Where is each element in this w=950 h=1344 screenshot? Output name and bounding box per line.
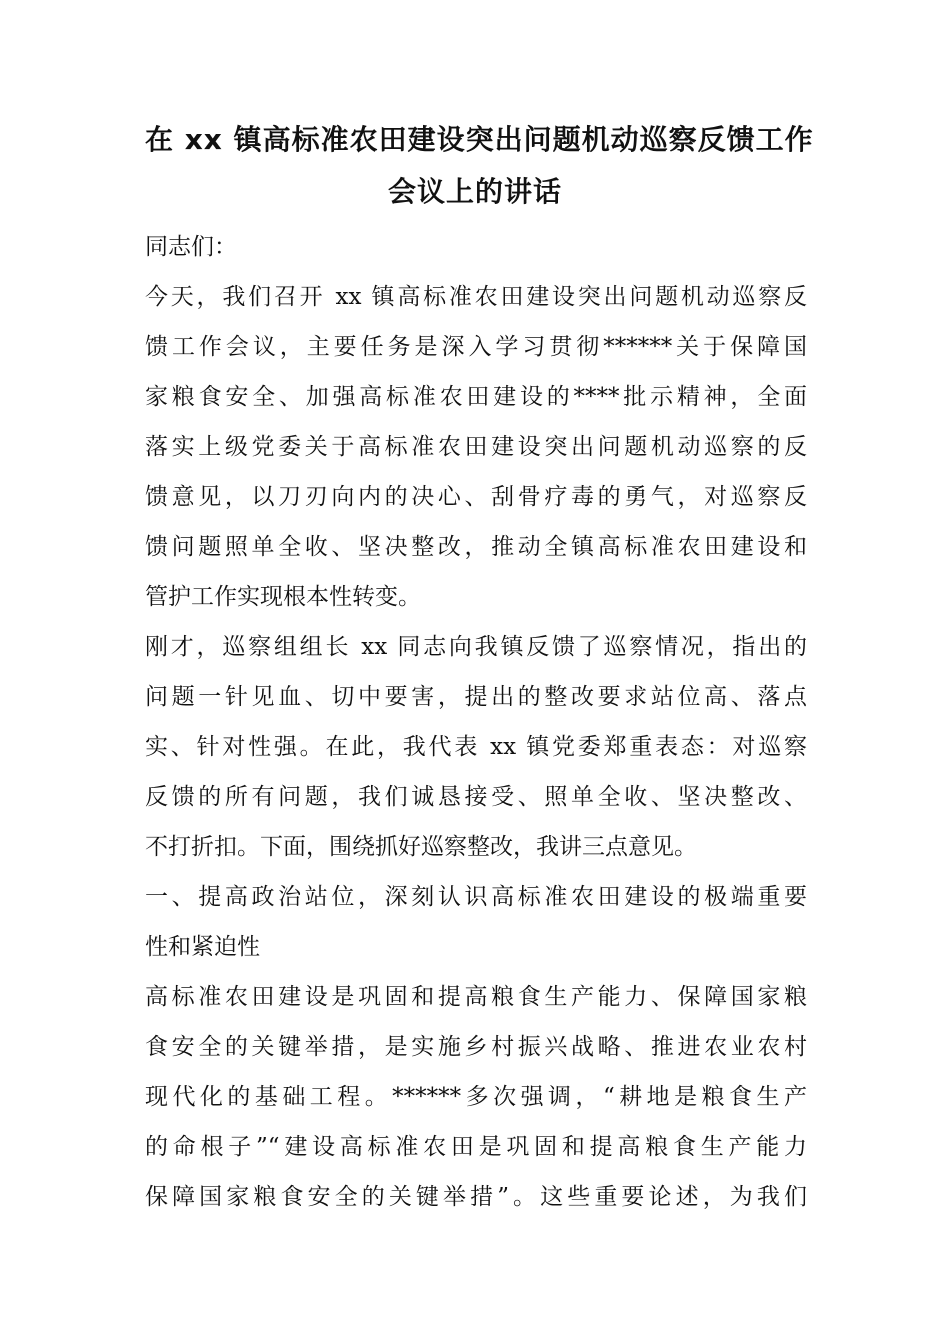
paragraph-line: 落实上级党委关于高标准农田建设突出问题机动巡察的反 — [145, 434, 807, 460]
paragraph-line: 反馈的所有问题，我们诚恳接受、照单全收、坚决整改、 — [145, 784, 807, 810]
paragraph-line: 的命根子”“建设高标准农田是巩固和提高粮食生产能力 — [145, 1134, 807, 1160]
paragraph-line: 保障国家粮食安全的关键举措”。这些重要论述，为我们 — [145, 1184, 807, 1210]
paragraph-line: 实、针对性强。在此，我代表 xx 镇党委郑重表态：对巡察 — [145, 734, 807, 760]
paragraph-line: 高标准农田建设是巩固和提高粮食生产能力、保障国家粮 — [145, 984, 807, 1010]
paragraph-line: 馈工作会议，主要任务是深入学习贯彻******关于保障国 — [145, 334, 807, 360]
paragraph-line: 问题一针见血、切中要害，提出的整改要求站位高、落点 — [145, 684, 807, 710]
paragraph-line: 今天，我们召开 xx 镇高标准农田建设突出问题机动巡察反 — [145, 284, 807, 310]
paragraph-line: 不打折扣。下面，围绕抓好巡察整改，我讲三点意见。 — [145, 834, 697, 860]
section-heading-line: 一、提高政治站位，深刻认识高标准农田建设的极端重要 — [145, 884, 807, 910]
paragraph-line: 管护工作实现根本性转变。 — [145, 584, 421, 610]
paragraph-line: 家粮食安全、加强高标准农田建设的****批示精神，全面 — [145, 384, 807, 410]
paragraph-line: 馈问题照单全收、坚决整改，推动全镇高标准农田建设和 — [145, 534, 807, 560]
paragraph-line: 食安全的关键举措，是实施乡村振兴战略、推进农业农村 — [145, 1034, 807, 1060]
document-title-line-1: 在 xx 镇高标准农田建设突出问题机动巡察反馈工作 — [145, 123, 814, 156]
salutation: 同志们： — [145, 234, 237, 260]
document-title-line-2: 会议上的讲话 — [387, 175, 562, 208]
paragraph-line: 馈意见，以刀刃向内的决心、刮骨疗毒的勇气，对巡察反 — [145, 484, 807, 510]
paragraph-line: 现代化的基础工程。******多次强调，“耕地是粮食生产 — [145, 1084, 807, 1110]
paragraph-line: 刚才，巡察组组长 xx 同志向我镇反馈了巡察情况，指出的 — [145, 634, 807, 660]
section-heading-line: 性和紧迫性 — [145, 934, 260, 960]
